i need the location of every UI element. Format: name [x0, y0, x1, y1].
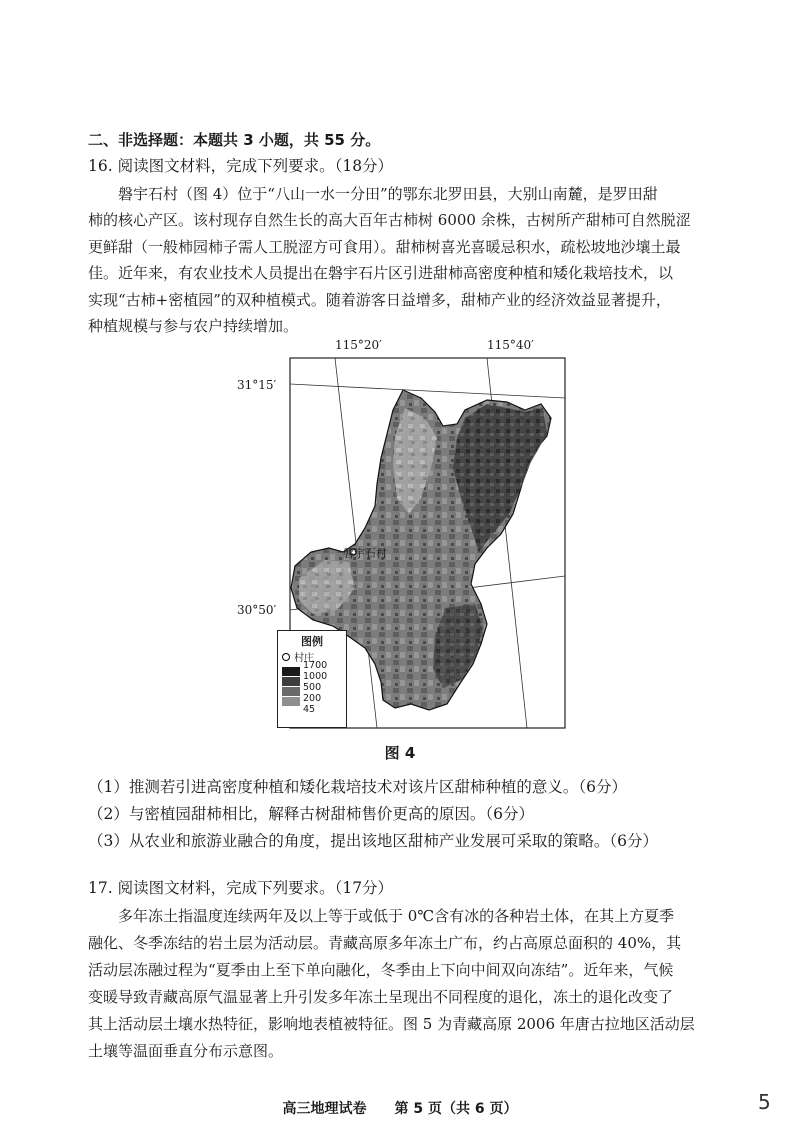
- q16-paragraph-line: 更鲜甜（一般柿园柿子需人工脱涩方可食用）。甜柿树喜光喜暖忌积水，疏松坡地沙壤土最: [88, 238, 681, 256]
- legend-title: 图例: [301, 635, 323, 648]
- figure4-map: [225, 338, 585, 738]
- legend-swatch: [282, 677, 300, 686]
- lat-label: 31°15′: [237, 378, 277, 392]
- q17-paragraph-line: 多年冻土指温度连续两年及以上等于或低于 0℃含有冰的各种岩土体，在其上方夏季: [118, 907, 675, 925]
- lat-label: 30°50′: [237, 603, 277, 617]
- village-icon: [282, 653, 290, 661]
- section-title: 二、非选择题：本题共 3 小题，共 55 分。: [88, 131, 381, 149]
- lon-label: 115°40′: [487, 338, 534, 352]
- q17-paragraph-line: 其上活动层土壤水热特征，影响地表植被特征。图 5 为青藏高原 2006 年唐古拉地区活动层: [88, 1015, 695, 1033]
- q16-paragraph-line: 柿的核心产区。该村现存自然生长的高大百年古柿树 6000 余株，古树所产甜柿可自然脱涩: [88, 211, 691, 229]
- village-label: 磐宇石村: [343, 547, 387, 560]
- legend-level: 500: [303, 682, 322, 693]
- q17-paragraph-line: 土壤等温面垂直分布示意图。: [88, 1042, 284, 1060]
- q16-paragraph-line: 佳。近年来，有农业技术人员提出在磐宇石片区引进甜柿高密度种植和矮化栽培技术，以: [88, 264, 674, 282]
- legend-level: 1000: [303, 671, 328, 682]
- q17-paragraph-line: 融化、冬季冻结的岩土层为活动层。青藏高原多年冻土广布，约占高原总面积的 40%，其: [88, 934, 682, 952]
- q16-subquestion: （3）从农业和旅游业融合的角度，提出该地区甜柿产业发展可采取的策略。（6分）: [88, 832, 658, 850]
- legend-level: 1700: [303, 660, 328, 671]
- q16-heading: 16. 阅读图文材料，完成下列要求。（18分）: [88, 157, 394, 175]
- q16-paragraph-line: 实现“古柿+密植园”的双种植模式。随着游客日益增多，甜柿产业的经济效益显著提升，: [88, 291, 671, 309]
- q17-paragraph-line: 活动层冻融过程为“夏季由上至下单向融化，冬季由上下向中间双向冻结”。近年来，气候: [88, 961, 674, 979]
- legend-swatch: [282, 697, 300, 706]
- legend-swatch: [282, 687, 300, 696]
- q16-paragraph-line: 磐宇石村（图 4）位于“八山一水一分田”的鄂东北罗田县，大别山南麓，是罗田甜: [118, 185, 658, 203]
- q16-subquestion: （1）推测若引进高密度种植和矮化栽培技术对该片区甜柿种植的意义。（6分）: [88, 778, 627, 796]
- page-number: 5: [758, 1090, 771, 1114]
- legend-level: 45: [303, 704, 316, 715]
- legend-level: 200: [303, 693, 322, 704]
- q16-subquestion: （2）与密植园甜柿相比，解释古树甜柿售价更高的原因。（6分）: [88, 805, 534, 823]
- lon-label: 115°20′: [335, 338, 382, 352]
- legend-village-label: 村庄: [294, 653, 314, 664]
- page-footer: 高三地理试卷 第 5 页（共 6 页）: [282, 1101, 518, 1117]
- q16-paragraph-line: 种植规模与参与农户持续增加。: [88, 317, 299, 335]
- q17-heading: 17. 阅读图文材料，完成下列要求。（17分）: [88, 879, 394, 897]
- legend-swatch: [282, 667, 300, 676]
- q17-paragraph-line: 变暖导致青藏高原气温显著上升引发多年冻土呈现出不同程度的退化，冻土的退化改变了: [88, 988, 674, 1006]
- map-legend: [277, 630, 347, 728]
- figure4-caption: 图 4: [384, 744, 416, 762]
